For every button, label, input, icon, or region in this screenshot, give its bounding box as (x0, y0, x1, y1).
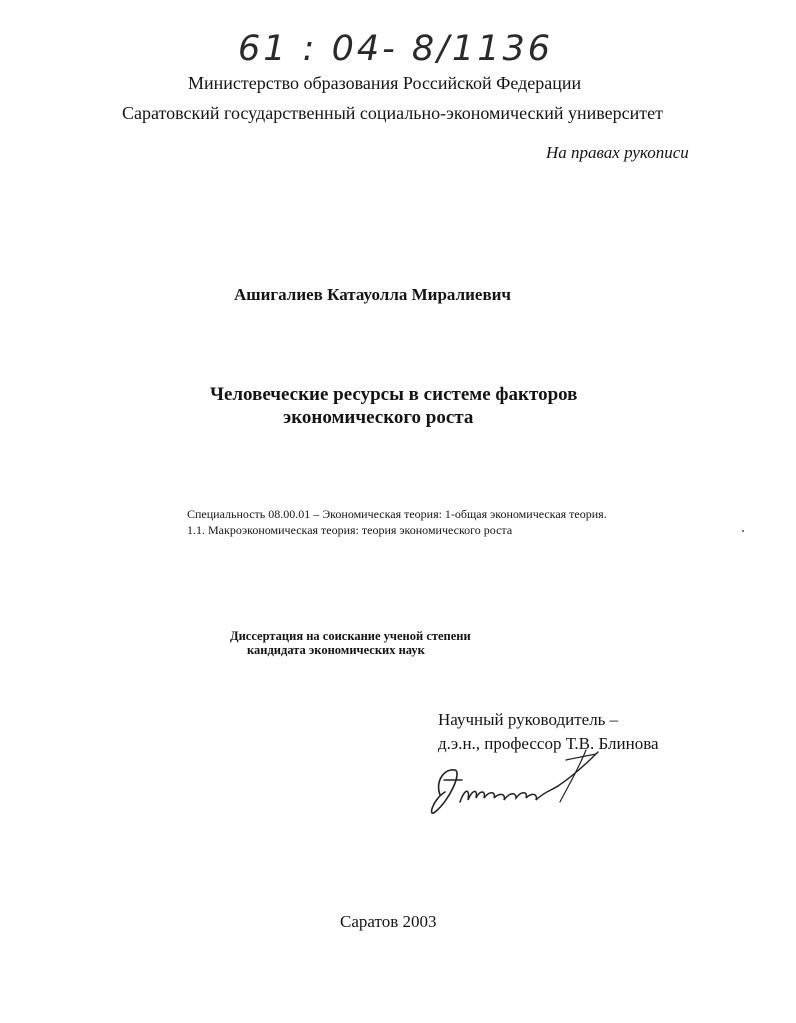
author-name: Ашигалиев Катауолла Миралиевич (234, 285, 512, 304)
scan-speck (742, 530, 744, 532)
archive-code-text: 61 : 04- 8/1136 (238, 29, 554, 69)
city-and-year: Саратов 2003 (340, 912, 437, 931)
specialty-line-1: Специальность 08.00.01 – Экономическая теория: 1-общая экономическая теория. (187, 507, 607, 521)
thesis-title-line-2: экономического роста (283, 407, 474, 428)
supervisor-signature (410, 740, 610, 830)
supervisor-label: Научный руководитель – (438, 710, 619, 729)
thesis-title-line-1: Человеческие ресурсы в системе факторов (210, 384, 578, 405)
dissertation-line-2: кандидата экономических наук (247, 643, 425, 657)
supervisor-name: д.э.н., профессор Т.В. Блинова (438, 734, 659, 753)
ministry-heading: Министерство образования Российской Федерации (188, 73, 582, 93)
dissertation-line-1: Диссертация на соискание ученой степени (230, 629, 471, 643)
handwritten-archive-code (236, 14, 554, 74)
university-heading: Саратовский государственный социально-экономический университет (122, 103, 663, 123)
manuscript-rights-note: На правах рукописи (546, 143, 689, 162)
specialty-line-2: 1.1. Макроэкономическая теория: теория экономического роста (187, 523, 513, 537)
